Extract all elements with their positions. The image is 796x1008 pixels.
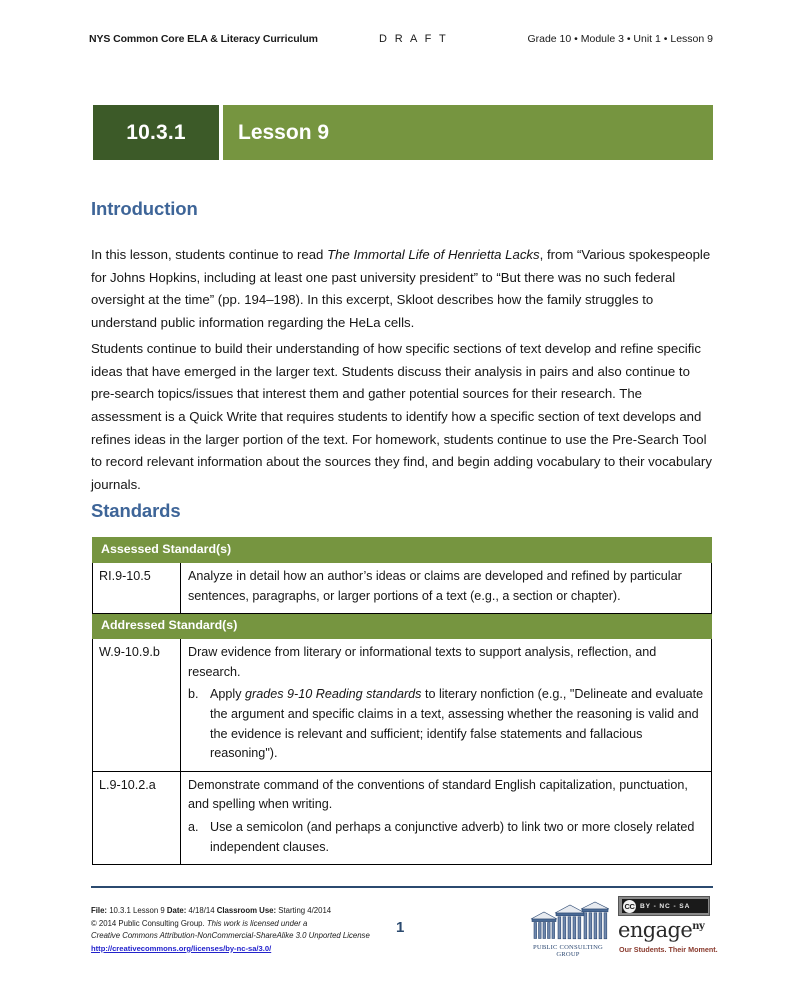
sub-text-after-italic: to literary nonfiction (e.g., "Delineate and evaluate the argument and specific claims in a text, assessing whether the reasoning is valid and the evidence is relevant and sufficient; identify false statements and fallacious reasoning").	[210, 687, 704, 761]
table-row	[93, 563, 712, 614]
public-consulting-group-logo	[527, 901, 609, 959]
header-draft-stamp: D R A F T	[379, 33, 449, 45]
table-group-header-addressed	[93, 614, 712, 639]
engage-ny-wordmark	[618, 918, 704, 942]
footer-file-line	[91, 905, 391, 918]
introduction-paragraph-2: Students continue to build their understanding of how specific sections of text develop and refine specific ideas that have emerged in the larger text. Students discuss their analysis in pairs and also continue to pre-search topics/issues that interest them and gather potential sources for their research. The assessment is a Quick Write that requires students to identify how a specific section of text develops and refines ideas in the larger portion of the text. For homework, students continue to use the Pre-Search Tool to record relevant information about the sources they find, and begin adding vocabulary to their vocabulary journals.	[91, 341, 712, 492]
list-item	[188, 685, 704, 763]
reading-standards-italic: grades 9-10 Reading standards	[245, 687, 422, 702]
cc-icon: CC	[624, 901, 635, 911]
introduction-paragraph-1	[91, 244, 713, 334]
footer-license-link-wrap	[91, 943, 391, 956]
engage-word-text: engage	[618, 918, 693, 942]
section-heading-standards: Standards	[91, 500, 181, 521]
standard-description-cell	[181, 639, 712, 772]
section-heading-introduction: Introduction	[91, 198, 198, 219]
cc-badge-inner	[622, 899, 708, 913]
intro-p1-text-before-title: In this lesson, students continue to read	[91, 247, 328, 263]
pcg-columns-icon	[527, 901, 609, 945]
license-url-link[interactable]: http://creativecommons.org/licenses/by-nc-sa/3.0/	[91, 943, 272, 953]
table-group-header-assessed	[93, 538, 712, 563]
intro-p1-text-after-title: , from “Various spokespeople for Johns Hopkins, including at least one past university president” to “But there was no such federal oversight at the time” (pp. 194–198). In this excerpt, Skloot describes how the family struggles to understand public information regarding the HeLa cells.	[91, 247, 711, 330]
engage-ny-logo-block	[618, 896, 718, 958]
addressed-standards-header: Addressed Standard(s)	[93, 614, 712, 639]
table-row	[93, 639, 712, 772]
footer-license-block	[91, 905, 391, 955]
standards-table	[92, 537, 712, 865]
footer-copyright-text: © 2014 Public Consulting Group.	[91, 918, 207, 928]
engage-ny-superscript: ny	[692, 921, 705, 932]
cc-license-text: BY - NC - SA	[640, 902, 691, 910]
creative-commons-badge	[618, 896, 710, 916]
footer-file-label: File:	[91, 906, 108, 915]
assessed-standards-header: Assessed Standard(s)	[93, 538, 712, 563]
footer-classroom-label: Classroom Use:	[216, 906, 277, 915]
sub-item-marker: a.	[188, 819, 199, 834]
standard-description-cell	[181, 771, 712, 864]
table-row	[93, 771, 712, 864]
standard-description: Draw evidence from literary or informational texts to support analysis, reflection, and research.	[188, 645, 657, 679]
book-title-italic: The Immortal Life of Henrietta Lacks	[327, 247, 540, 263]
pcg-wordmark	[527, 944, 609, 959]
standard-description: Analyze in detail how an author’s ideas or claims are developed and refined by particular sentences, paragraphs, or larger portions of a text (e.g., a section or chapter).	[181, 563, 712, 614]
banner-module-code: 10.3.1	[93, 105, 219, 160]
standard-description: Demonstrate command of the conventions of standard English capitalization, punctuation, and spelling when writing.	[188, 777, 688, 812]
document-running-header	[89, 33, 713, 45]
lesson-title-banner	[93, 105, 713, 160]
footer-license-name: Creative Commons Attribution-NonCommercial-ShareAlike 3.0 Unported License	[91, 931, 370, 941]
sub-item-text: Use a semicolon (and perhaps a conjunctive adverb) to link two or more closely related independent clauses.	[210, 819, 695, 854]
standard-code: L.9-10.2.a	[93, 771, 181, 864]
footer-file-value: 10.3.1 Lesson 9	[107, 906, 167, 915]
engage-ny-tagline: Our Students. Their Moment.	[619, 945, 718, 954]
footer-date-value: 4/18/14	[186, 906, 217, 915]
footer-date-label: Date:	[166, 906, 187, 915]
standard-sub-list	[188, 685, 704, 763]
footer-license-intro: This work is licensed under a	[206, 918, 308, 928]
pcg-line-2: GROUP	[556, 951, 580, 959]
page-number: 1	[396, 919, 405, 936]
standard-code: RI.9-10.5	[93, 563, 181, 614]
standard-code: W.9-10.9.b	[93, 639, 181, 772]
footer-copyright-line	[91, 918, 391, 931]
standard-sub-list	[188, 818, 704, 857]
footer-divider-rule	[91, 886, 713, 888]
sub-text-before-italic: Apply	[210, 687, 246, 702]
footer-classroom-value: Starting 4/2014	[276, 906, 332, 915]
banner-lesson-title: Lesson 9	[223, 105, 713, 160]
list-item	[188, 818, 704, 857]
header-lesson-breadcrumb: Grade 10 • Module 3 • Unit 1 • Lesson 9	[527, 33, 713, 45]
pcg-line-1: PUBLIC CONSULTING	[532, 943, 604, 951]
header-curriculum-title: NYS Common Core ELA & Literacy Curriculum	[89, 33, 318, 45]
sub-item-marker: b.	[188, 687, 199, 702]
sub-item-text	[210, 685, 704, 763]
